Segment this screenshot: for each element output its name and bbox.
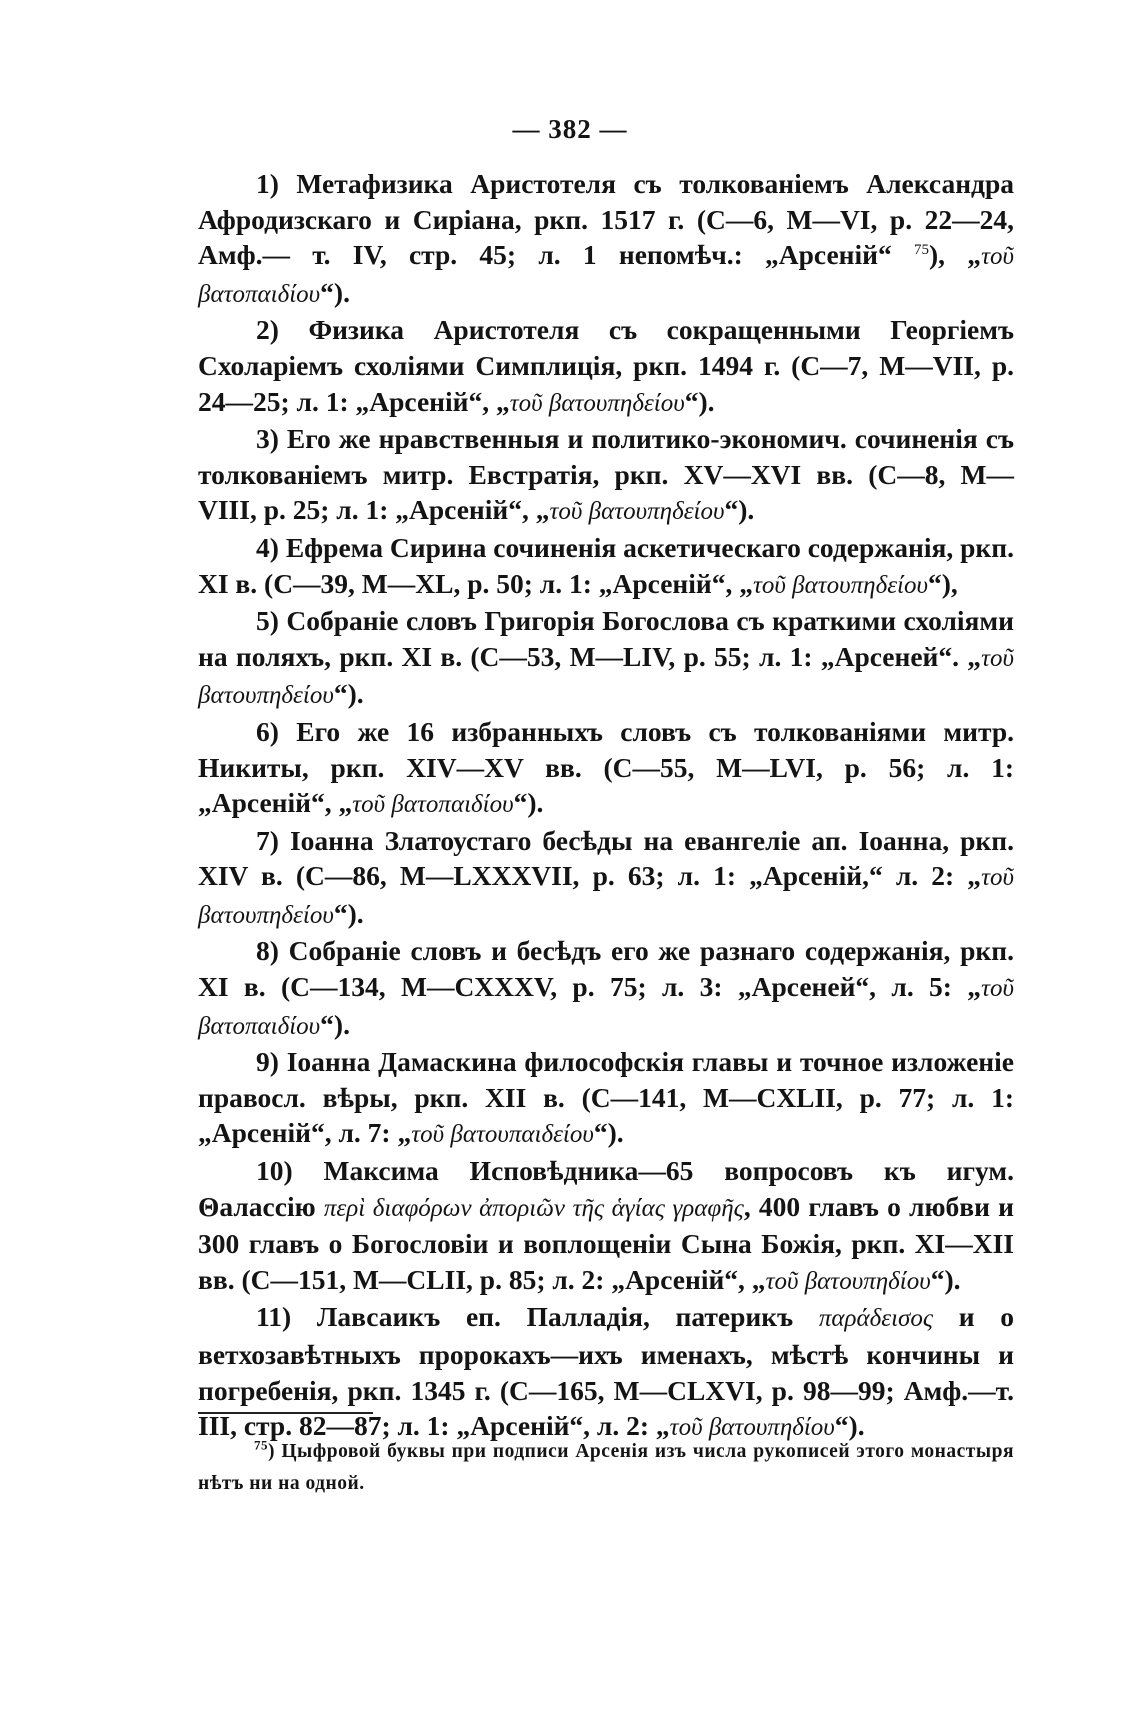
entry-text: “). <box>333 897 364 929</box>
footnote-divider <box>198 1412 373 1414</box>
list-item <box>198 933 1014 1044</box>
list-item <box>198 312 1014 421</box>
greek-text: τοῦ βατουπηδείου <box>549 498 725 526</box>
list-item <box>198 823 1014 934</box>
greek-text: τοῦ βατουπηδίου <box>669 1414 835 1442</box>
list-item <box>198 1044 1014 1153</box>
list-item <box>198 714 1014 823</box>
list-item <box>198 603 1014 714</box>
entry-text: “). <box>320 276 350 308</box>
list-item <box>198 1153 1014 1299</box>
footnote-mark: 75 <box>254 1437 268 1453</box>
list-item <box>198 166 1014 312</box>
page-number: — 382 — <box>512 114 628 144</box>
footnote <box>198 1436 1014 1500</box>
entry-text: 9) Іоанна Дамаскина философскія главы и точное изложеніе правосл. вѣры, ркп. XII в. (С—141, М—CXLII, р. 77; л. 1: „Арсеній“, л. 7: „ <box>198 1046 1014 1149</box>
list-item <box>198 1299 1014 1445</box>
greek-text: τοῦ βατουπηδείου <box>198 644 1014 710</box>
greek-text: τοῦ βατουπηδείου <box>198 864 1014 929</box>
greek-text: τοῦ βατοπαιδίου <box>198 243 1014 308</box>
greek-text: παράδεισος <box>818 1305 934 1333</box>
entry-text: ), „ <box>929 239 982 271</box>
entry-text: “). <box>333 678 364 710</box>
greek-text: τοῦ βατουπηδείου <box>752 571 928 599</box>
entry-text: , 400 главъ о любви и 300 главъ о Богословіи и воплощеніи Сына Божія, ркп. XI—XII вв. (С—151, М—CLII, р. 85; л. 2: „Арсеній“, „ <box>198 1190 1014 1295</box>
entry-text: “). <box>513 787 544 819</box>
entry-text: “). <box>320 1008 350 1040</box>
manuscript-list <box>198 166 1014 1446</box>
greek-text: τοῦ βατοπαιδίου <box>352 791 514 819</box>
entry-text: 1) Метафизика Аристотеля съ толкованіемъ Александра Афродизскаго и Сиріана, ркп. 1517 г. (С—6, М—VI, р. 22—24, Амф.— т. IV, стр. 45; л. 1 непомѣч.: „Арсеній“ <box>198 168 1014 271</box>
list-item <box>198 421 1014 530</box>
entry-text: 10) Максима Исповѣдника—65 вопросовъ къ игум. Θалассію <box>198 1155 1014 1222</box>
entry-text: “). <box>930 1263 961 1295</box>
entry-text: 11) Лавсаикъ еп. Палладія, патерикъ <box>256 1301 819 1333</box>
list-item <box>198 530 1014 603</box>
footnote-text: ) Цыфровой буквы при подписи Арсенія изъ числа рукописей этого монастыря нѣтъ ни на одной. <box>198 1441 1014 1494</box>
greek-text: τοῦ βατουπηδίου <box>765 1267 931 1295</box>
entry-text: 5) Собраніе словъ Григорія Богослова съ краткими схоліями на поляхъ, ркп. XI в. (С—53, М—LIV, р. 55; л. 1: „Арсеней“. „ <box>198 605 1014 672</box>
entry-text: 3) Его же нравственныя и политико-экономич. сочиненія съ толкованіемъ митр. Евстратія, ркп. XV—XVI вв. (С—8, М—VIII, р. 25; л. 1: „Арсеній“, „ <box>198 423 1014 526</box>
greek-text: τοῦ βατουπηδείου <box>509 389 685 417</box>
entry-text: “). <box>593 1117 624 1149</box>
entry-text: “). <box>684 385 715 417</box>
greek-text: τοῦ βατουπαιδείου <box>411 1121 594 1149</box>
entry-text: 8) Собраніе словъ и бесѣдъ его же разнаго содержанія, ркп. XI в. (С—134, М—CXXXV, р. 75; л. 3: „Арсеней“, л. 5: „ <box>198 935 1014 1003</box>
entry-text: 2) Физика Аристотеля съ сокращенными Георгіемъ Схоларіемъ схоліями Симплиція, ркп. 1494 г. (С—7, М—VII, р. 24—25; л. 1: „Арсеній“, „ <box>198 314 1014 417</box>
greek-text: τοῦ βατοπαιδίου <box>198 975 1014 1040</box>
footnote-reference: 75 <box>914 242 930 259</box>
entry-text: “). <box>834 1410 865 1442</box>
entry-text: и о ветхозавѣтныхъ пророкахъ—ихъ именахъ, мѣстѣ кончины и погребенія, ркп. 1345 г. (С—165, М—CLXVI, р. 98—99; Амф.—т. III, стр. 82—87; л. 1: „Арсеній“, л. 2: „ <box>198 1301 1014 1442</box>
entry-text: 6) Его же 16 избранныхъ словъ съ толкованіями митр. Никиты, ркп. XIV—XV вв. (С—55, М—LVI, р. 56; л. 1: „Арсеній“, „ <box>198 715 1014 819</box>
entry-text: 7) Іоанна Златоустаго бесѣды на евангеліе ап. Іоанна, ркп. XIV в. (С—86, М—LXXXVII, р. 63; л. 1: „Арсеній,“ л. 2: „ <box>198 824 1014 892</box>
greek-text: περὶ διαφόρων ἀποριῶν τῆς ἁγίας γραφῆς <box>323 1194 744 1222</box>
entry-text: “), <box>927 567 958 599</box>
entry-text: “). <box>724 494 755 526</box>
entry-text: 4) Ефрема Сирина сочиненія аскетическаго содержанія, ркп. XI в. (С—39, М—XL, р. 50; л. 1: „Арсеній“, „ <box>198 531 1014 599</box>
